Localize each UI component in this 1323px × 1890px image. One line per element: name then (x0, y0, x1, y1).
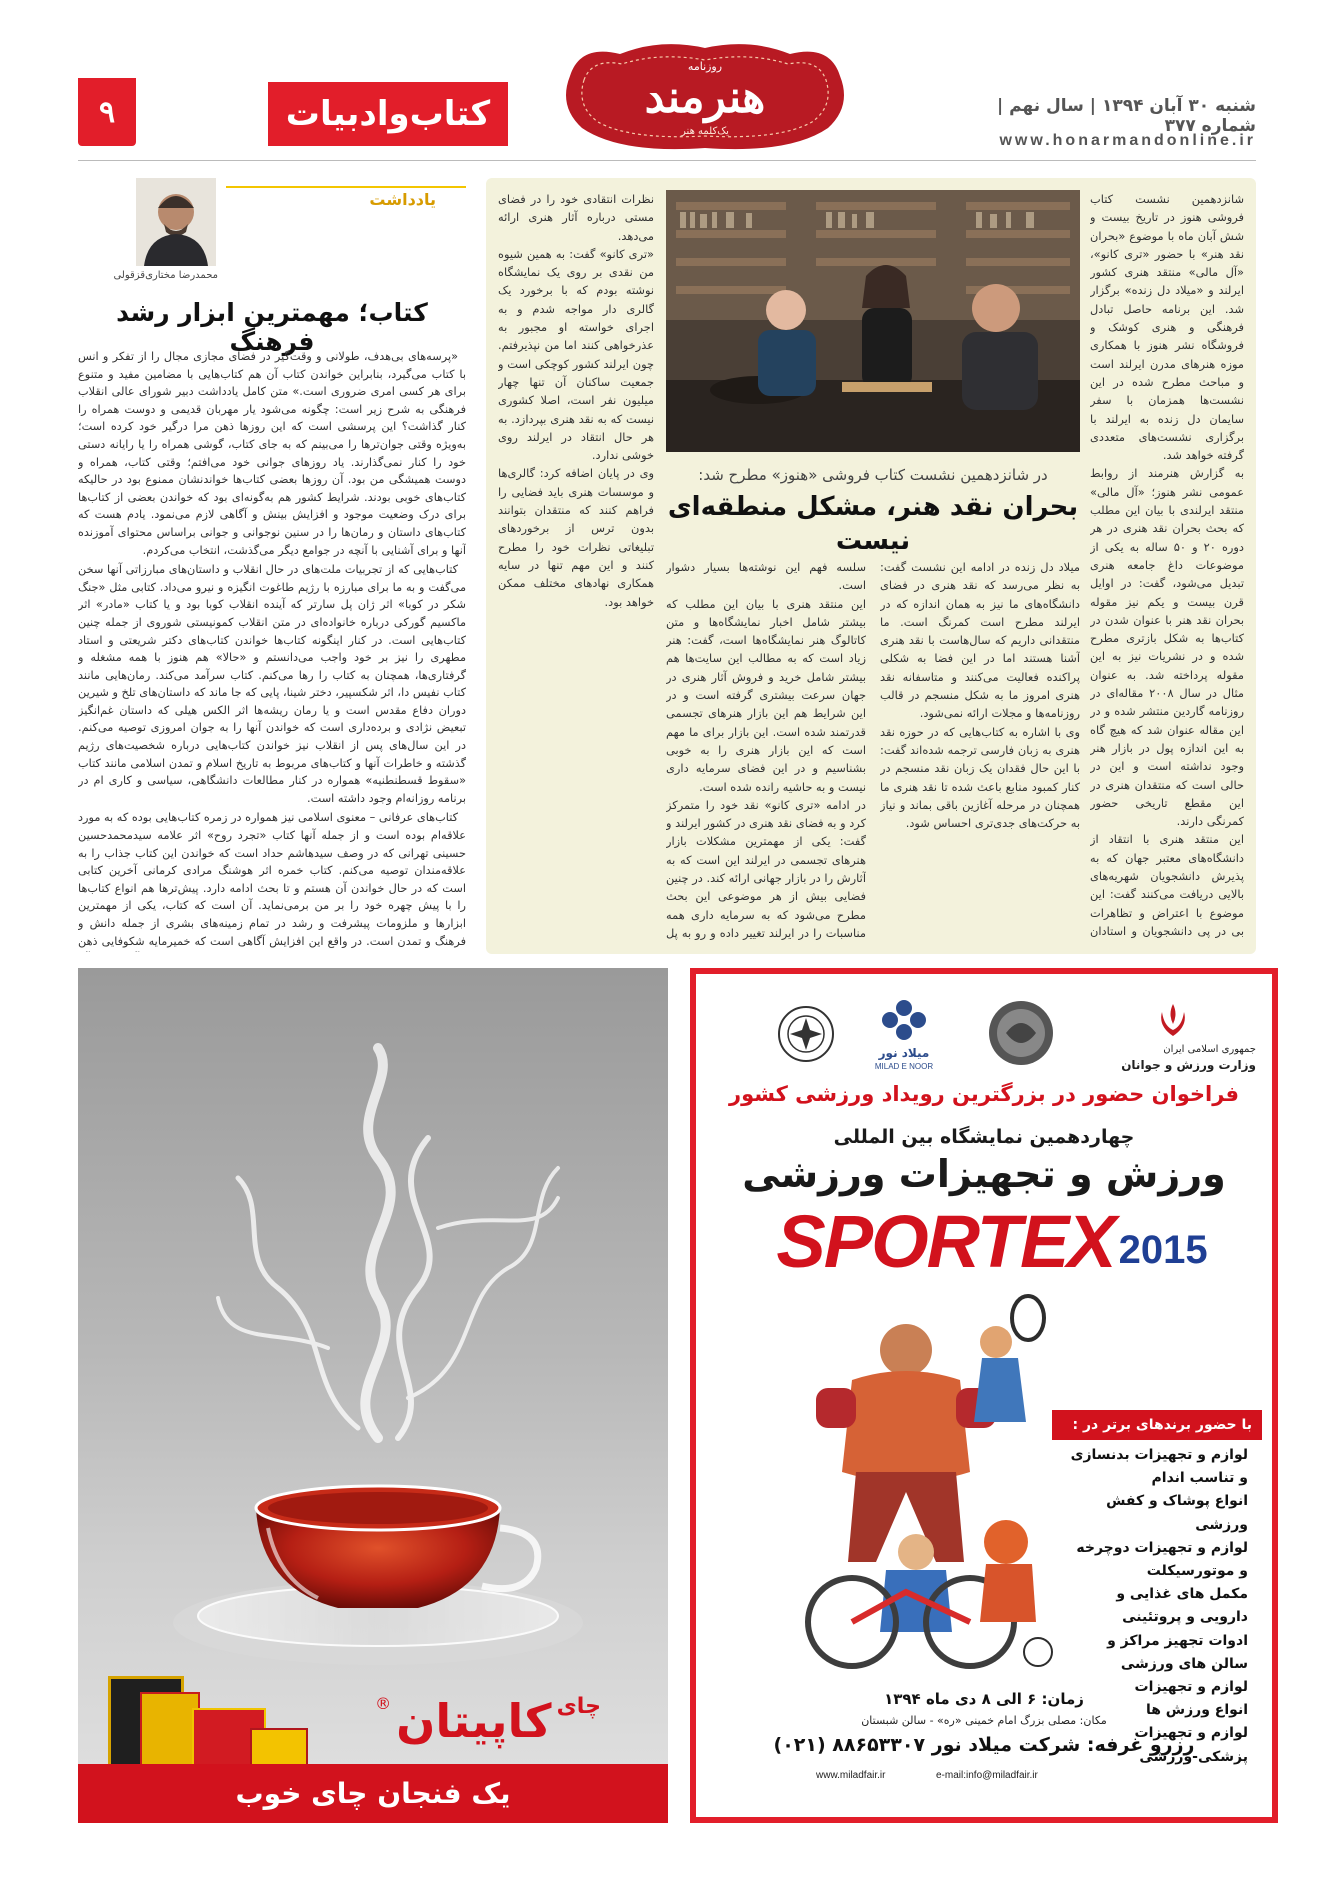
paragraph: در ادامه «تری کانو» نقد خود را متمرکز کرد و به فضای نقد هنری در کشور ایرلند و گفت: یکی از مهمترین مشکلات بازار هنرهای تجسمی در ایرلند این است که به آثارش را در بازار جهانی ارائه کند. در چنین فضایی بیش از هر موضوعی این بحث مطرح می‌شود که به سرمایه داری همه مناسبات را در ایرلند تغییر داده و رو به پل (666, 797, 866, 940)
feature-kicker: در شانزدهمین نشست کتاب فروشی «هنوز» مطرح شد: (698, 466, 1048, 484)
sportex-title: ورزش و تجهیزات ورزشی (742, 1152, 1226, 1196)
sportex-logo-year: 2015 (1118, 1228, 1208, 1272)
paragraph: «تری کانو» گفت: به همین شیوه من نقدی بر روی یک نمایشگاه نوشته بودم که با برخورد یک گالری دار مواجه شدم و به اجرای خواسته او مجبور به عذرخواهی کنند اما من نپذیرفتم. چون ایرلند کشور کوچکی است و جمعیت ساکنان آن تنها چهار میلیون نفر است، اصلا کشوری نیست که به نقد هنری بپردازد. به هر حال انتقاد در ایرلند روی خوشی ندارد. (498, 246, 654, 463)
list-item: لوازم و تجهیزات بدنسازی (1070, 1447, 1248, 1463)
sportex-advertisement[interactable] (690, 968, 1278, 1823)
website-url[interactable]: www.honarmandonline.ir (999, 132, 1256, 149)
paragraph: کتاب‌هایی که از تجربیات ملت‌های در حال انقلاب و داستان‌های مبارزاتی آنها سخن می‌گفت و به ما برای مبارزه با رژیم طاغوت انگیزه و نیرو می‌داد. کتابی مثل «جنگ شکر در کوبا» اثر ژان پل سارتر که آینده انقلاب کوبا بود و یا کتاب «مادر» اثر ماکسیم گورکی درباره خانواده‌ای در متن انقلاب کمونیستی شوروی از جمله چنین کتاب‌هایی است. در کنار اینگونه کتاب‌ها خواندن کتاب‌های دکتر شریعتی و استاد مطهری را نیز بر خود واجب می‌دانستم و «حالا» هم هنوز با همه مشغله و گرفتاری‌ها، همچنان به کتاب را رها می‌کنم. کتاب سرآمد می‌کند. رمان‌هایی مانند کتاب نفیس دا، اثر شکسپیر، دختر شینا، پایی که جا ماند که داستان‌های تلخ و شیرین دوران دفاع مقدس است و یا رمان ریشه‌ها اثر الکس هیلی که داستان غم‌انگیز تبعیض نژادی و برده‌داری است که خواندن آنها را به جوان امروزی توصیه می‌کنم. در این سال‌های پس از انقلاب نیز خواندن کتاب‌هایی درباره شخصیت‌های رژیم گذشته و خاطرات آنها و کتاب‌های مربوط به تاریخ اسلام و تمدن اسلامی مانند کتاب «سقوط قسطنطنیه» همواره در کنار مطالعات دانشگاهی، سیاسی و کاری ام در برنامه روزانه‌ام وجود داشته است. (78, 563, 466, 805)
list-item: ادوات تجهیز مراکز و (1107, 1632, 1248, 1649)
event-photo (666, 190, 1080, 452)
organization-seal-icon (776, 1004, 836, 1064)
note-label: یادداشت (369, 190, 436, 209)
tea-advertisement[interactable] (78, 968, 668, 1823)
org-main-text: جمهوری اسلامی ایران (1163, 1044, 1256, 1055)
event-place: مکان: مصلی بزرگ امام خمینی «ره» - سالن شبستان (861, 1714, 1107, 1727)
paragraph: میلاد دل زنده در ادامه این نشست گفت: به نظر می‌رسد که نقد هنری در فضای دانشگاه‌های ما نیز به همان اندازه که در ایرلند مطرح است کمرنگ است. ما منتقدانی داریم که سال‌هاست با نقد هنری آشنا هستند اما در این فضا به شکلی پراکنده فعالیت می‌کنند و متاسفانه نقد هنری امروز ما به شکل منسجم در قالب روزنامه‌ها و مجلات ارائه نمی‌شود. (880, 560, 1080, 721)
org-sub-text: وزارت ورزش و جوانان (1121, 1058, 1256, 1072)
issue-line: شنبه ۳۰ آبان ۱۳۹۴ | سال نهم | شماره ۳۷۷ (997, 96, 1256, 136)
list-item: پزشکی-ورزشی (1139, 1748, 1248, 1765)
event-date: زمان: ۶ الی ۸ دی ماه ۱۳۹۴ (884, 1690, 1084, 1708)
list-item: مکمل های غذایی و (1116, 1586, 1248, 1603)
booking-line: رزرو غرفه: شرکت میلاد نور ۸۸۶۵۳۳۰۷ (۰۲۱) (773, 1734, 1195, 1756)
logo-small-text: روزنامه (687, 60, 723, 73)
milad-noor-latin: MILAD E NOOR (874, 1062, 934, 1071)
paragraph: سلسه فهم این نوشته‌ها بسیار دشوار است. (666, 560, 866, 593)
paragraph: وی با اشاره به کتاب‌هایی که در حوزه نقد هنری به زبان فارسی ترجمه شده‌اند گفت: با این حال فقدان یک زبان نقد منسجم در کنار کمبود منابع باعث شده تا نقد هنری ما همچنان در مرحله آغازین باقی بماند و نیاز به حرکت‌های جدی‌تری احساس شود. (880, 724, 1080, 831)
athletes-illustration (756, 1292, 1056, 1682)
tea-brand-prefix: چای (556, 1694, 601, 1719)
paragraph: وی در پایان اضافه کرد: گالری‌ها و موسسات هنری باید فضایی را فراهم کنند که منتقدان بتوانند بدون ترس از برخوردهای تبلیغاتی نظرات خود را مطرح کنند و این مهم تنها در سایه همکاری نهادهای مختلف ممکن خواهد بود. (498, 466, 654, 609)
paragraph: «پرسه‌های بی‌هدف، طولانی و وقت‌گیر در فضای مجازی مجال را از تفکر و انس با کتاب می‌گیرد، بنابراین خواندن کتاب آن هم کتاب‌هایی با مضامین مفید و متنوع برای هر کسی امری ضروری است.» متن کامل یادداشت دبیر شورای عالی انقلاب فرهنگی به شرح زیر است: چگونه می‌شود یار مهربان قدیمی و دوست همراه را کنار گذاشت؟ این پرسشی است که این روزها ذهن مرا درگیر خود کرده است؛ به‌ویژه وقتی جوان‌ترها را می‌بینم که به جای کتاب، گوشی همراه را یا رایانه دستی خود را کنار نمی‌گذارند. یاد روزهای جوانی خود می‌افتم؛ وقتی کتاب، همراه و دوست همیشگی من بود. آن روزها بعضی کتاب‌ها خواندنشان ممنوع بود در حالیکه کتاب‌های خوبی بودند. شرایط کشور هم به‌گونه‌ای بود که خواندن بعضی از کتاب‌ها برای درک وضعیت موجود و افزایش بینش و آگاهی لازم می‌نمود. یادم هست که کتاب‌های داستان و رمان‌ها را در سنین نوجوانی و جوانی براساس محتوای آموزنده آنها و برای آشنایی با آنچه در جوامع دیگر می‌گذشت، انتخاب می‌کردم. (78, 350, 466, 557)
editorial-headline: کتاب؛ مهمترین ابزار رشد فرهنگ (116, 298, 428, 356)
section-title: کتاب‌و‌ادبیات (268, 82, 508, 146)
list-item: دارویی و پروتئینی (1122, 1609, 1248, 1626)
list-item: انواع ورزش ها (1145, 1702, 1248, 1719)
paragraph: کتاب‌های عرفانی – معنوی اسلامی نیز همواره در زمره کتاب‌هایی بوده که به مورد علاقه‌ام بوده است و از جمله آنها کتاب «تجرد روح» اثر علامه سیدمحمدحسین حسینی تهرانی که در وصف سیدهاشم حداد است که خواندن این کتاب جذاب را به علاقه‌مندان توصیه می‌کنم. کتاب خمره اثر هوشنگ مرادی کرمانی آخرین کتابی است که در حال خواندن آن هستم و تا بحث ادامه دارد. پیش‌ترها هم انواع کتاب‌ها را با پیش چهره خود را بر من برمی‌نماید. آن است که کتاب، یکی از مهمترین ابزارها و ملزومات پیشرفت و رشد در تمام زمینه‌های بشری از جمله دانش و فرهنگ و تمدن است. در واقع این افزایش آگاهی است که خمیرمایه شکوفایی ذهن (78, 811, 466, 948)
feature-headline: بحران نقد هنر، مشکل منطقه‌ای نیست (667, 492, 1079, 556)
sportex-edition: چهاردهمین نمایشگاه بین المللی (833, 1126, 1135, 1148)
page-number: ۹ (78, 78, 136, 146)
header-divider (78, 160, 1256, 161)
tea-brand-line (318, 1694, 658, 1754)
list-item: لوازم و تجهیزات (1134, 1679, 1248, 1696)
paragraph: نظرات انتقادی خود را در فضای مستی درباره آثار هنری ارائه می‌دهد. (498, 192, 654, 243)
editorial-column (78, 178, 466, 954)
feature-column-2b (880, 558, 1080, 942)
author-name: محمدرضا مختاری‌قزقولی (113, 270, 218, 281)
paragraph: شانزدهمین نشست کتاب فروشی هنوز در تاریخ بیست و شش آبان ماه با موضوع «بحران نقد هنر» با حضور «تری کانو»، «آل مالی» منتقد هنری کشور ایرلند و «میلاد دل زنده» برگزار شد. این برنامه حاصل تبادل فرهنگی و هنری کوشک و فروشگاه نشر هنوز با همکاری موزه هنرهای مدرن ایرلند است و مباحث مطرح شده در این نشست‌ها همزمان با سفر سایمان دل زنده به ایرلند با برگزاری نشست‌های متعددی گرفته خواهد شد. (1090, 192, 1244, 463)
editorial-body (78, 348, 466, 952)
tea-brand-name: کاپیتان (396, 1694, 552, 1748)
tea-slogan: یک فنجان چای خوب (78, 1764, 668, 1823)
feature-column-1 (1090, 190, 1244, 942)
logo-tagline: یک‌کلمه هنر (681, 126, 729, 137)
feature-column-3 (498, 190, 654, 942)
paragraph: این منتقد هنری با انتقاد از دانشگاه‌های معتبر جهان که به پذیرش دانشجویان شهریه‌های بالایی دریافت می‌کنند گفت: این موضوع با اعتراض و تظاهرات بی در پی دانشجویان و استادان (1090, 832, 1244, 938)
list-item: لوازم و تجهیزات (1134, 1725, 1248, 1742)
paragraph: این منتقد هنری با بیان این مطلب که بیشتر شامل اخبار نمایشگاه‌ها و متن کاتالوگ هنر نمایشگاه‌ها است، گفت: هنر زیاد است که به مطالب این سایت‌ها هم بیشتر شامل خرید و فروش آثار هنری در جهان سرعت بیشتری گرفته است و در این شرایط هم این بازار هنرهای تجسمی قدرتمند شده است. این بازار برای ما مهم است که این بازار هنری را به خوبی بشناسیم و در این فضای سرمایه داری نیست و به حاشیه رانده شده است. (666, 596, 866, 794)
feature-column-2 (666, 558, 866, 942)
sportex-logo (762, 1200, 1222, 1283)
paragraph: به گزارش هنرمند از روابط عمومی نشر هنوز؛ «آل مالی» منتقد ایرلندی با بیان این مطلب که بحث بحران نقد هنری در هر دوره ۲۰ و ۵۰ ساله به یکی از موضوعات داغ جامعه هنری تبدیل می‌شود، گفت: در اوایل قرن بیست و یکم نیز مقوله بحران نقد هنر با عنوان شدن در کتاب‌ها به شکل بازتری مطرح شده و در نشریات نیز به این مقوله پرداخته شد. به عنوان مثال در سال ۲۰۰۸ مقاله‌ای در روزنامه گاردین منتشر شده و در این مقاله عنوان شد که هیچ گاه به این اندازه پول در بازار هنر وجود نداشته است و این در حالی است که منتقدان هنری در این مقطع تاریخی حضور کمرنگی دارند. (1090, 466, 1244, 829)
milad-noor-label: میلاد نور (878, 1046, 930, 1060)
list-item: و موتورسیکلت (1146, 1563, 1248, 1580)
list-item: انواع پوشاک و کفش ورزشی (1106, 1493, 1248, 1533)
logo-main-text: هنرمند (644, 72, 766, 123)
registered-mark: ® (375, 1694, 392, 1713)
list-item: لوازم و تجهیزات دوچرخه (1076, 1539, 1248, 1556)
sportex-logo-text: SPORTEX (776, 1200, 1115, 1283)
sportex-email[interactable]: e-mail:info@miladfair.ir (936, 1770, 1038, 1781)
federation-emblem-icon (986, 998, 1056, 1068)
newspaper-logo (560, 36, 850, 156)
iran-emblem-icon (1156, 1002, 1190, 1042)
sportex-call-title: فراخوان حضور در بزرگترین رویداد ورزشی کشور (728, 1082, 1240, 1106)
list-item: و تناسب اندام (1151, 1470, 1248, 1487)
sportex-website[interactable]: www.miladfair.ir (816, 1770, 886, 1781)
feature-headline-box (666, 466, 1080, 558)
milad-noor-logo-icon (874, 998, 934, 1044)
list-item: سالن های ورزشی (1120, 1655, 1248, 1672)
brands-header: با حضور برندهای برتر در : (1052, 1410, 1262, 1440)
author-avatar (136, 178, 216, 266)
feature-article (486, 178, 1256, 954)
